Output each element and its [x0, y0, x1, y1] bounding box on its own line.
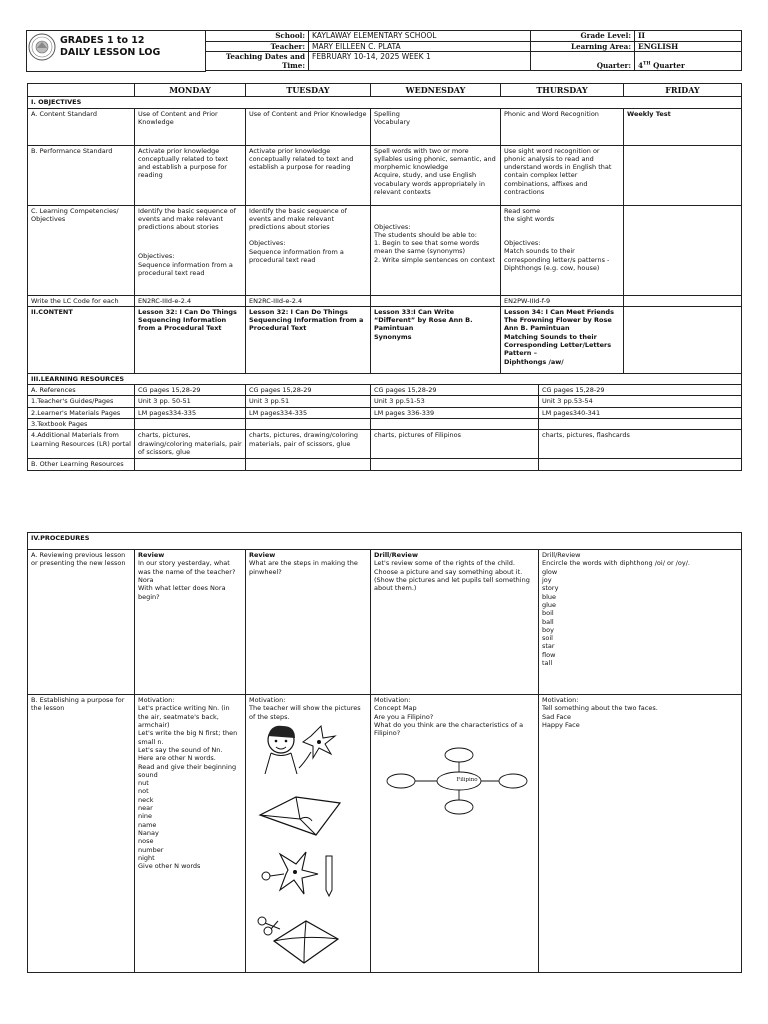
content-mon: Lesson 32: I Can Do Things Sequencing Information from a Procedural Text [135, 306, 246, 373]
additional-materials-label: 4.Additional Materials from Learning Resources (LR) portal [28, 430, 135, 459]
other-resources-label: B. Other Learning Resources [28, 459, 135, 470]
purpose-wed: Motivation: Concept Map Are you a Filipino? What do you think are the characteristics of a Filipino? Filipino [371, 695, 539, 973]
content-standard-thu: Phonic and Word Recognition [501, 108, 624, 145]
scissors-paper-illustration [254, 913, 344, 969]
title-box [26, 30, 206, 72]
content-standard-label: A. Content Standard [28, 108, 135, 145]
review-tue: Review What are the steps in making the pinwheel? [246, 550, 371, 695]
title-line-1: GRADES 1 to 12 [60, 35, 145, 46]
teachers-guide-mon: Unit 3 pp. 50-51 [135, 396, 246, 407]
content-thu: Lesson 34: I Can Meet Friends The Frowning Flower by Rose Ann B. Pamintuan Matching Sounds to their Corresponding Letter/Letters Pattern – Diphthongs /aw/ [501, 306, 624, 373]
performance-standard-wed: Spell words with two or more syllables using phonic, semantic, and morphemic knowledge Acquire, study, and use English vocabulary words appropriately in relevant contexts [371, 145, 501, 205]
content-label: II.CONTENT [28, 306, 135, 373]
teachers-guide-thu: Unit 3 pp.53-54 [539, 396, 742, 407]
quarter-label: Quarter: [531, 52, 635, 71]
purpose-thu: Motivation: Tell something about the two faces. Sad Face Happy Face [539, 695, 742, 973]
header-info-table [205, 30, 742, 71]
lc-code-label: Write the LC Code for each [28, 295, 135, 306]
teacher-label: Teacher: [206, 41, 309, 52]
lc-code-tue: EN2RC-IIId-e-2.4 [246, 295, 371, 306]
school-value: KAYLAWAY ELEMENTARY SCHOOL [309, 31, 531, 42]
review-label: A. Reviewing previous lesson or presenting the new lesson [28, 550, 135, 695]
day-monday: MONDAY [135, 84, 246, 97]
performance-standard-label: B. Performance Standard [28, 145, 135, 205]
lc-code-fri [624, 295, 742, 306]
lc-code-thu: EN2PW-IIId-f-9 [501, 295, 624, 306]
grade-level-label: Grade Level: [531, 31, 635, 42]
girl-pinwheel-illustration [251, 722, 347, 782]
procedures-heading: IV.PROCEDURES [28, 533, 742, 550]
teachers-guide-label: 1.Teacher's Guides/Pages [28, 396, 135, 407]
content-standard-wed: Spelling Vocabulary [371, 108, 501, 145]
competencies-wed: Objectives: The students should be able to: 1. Begin to see that some words mean the same (synonyms) 2. Write simple sentences on context [371, 205, 501, 295]
additional-materials-tue: charts, pictures, drawing/coloring materials, pair of scissors, glue [246, 430, 371, 459]
textbook-label: 3.Textbook Pages [28, 419, 135, 430]
purpose-mon: Motivation: Let's practice writing Nn. (in the air, seatmate's back, armchair) Let's write the big N first; then small n. Let's say the sound of Nn. Here are other N words. Read and give their beginning sound nut not neck near nine name Nanay nose number night Give other N words [135, 695, 246, 973]
references-thu: CG pages 15,28-29 [539, 385, 742, 396]
content-standard-fri: Weekly Test [624, 108, 742, 145]
additional-materials-thu: charts, pictures, flashcards [539, 430, 742, 459]
references-wed: CG pages 15,28-29 [371, 385, 539, 396]
references-tue: CG pages 15,28-29 [246, 385, 371, 396]
lc-code-wed [371, 295, 501, 306]
performance-standard-fri [624, 145, 742, 205]
dll-table-procedures [27, 532, 742, 973]
lc-code-mon: EN2RC-IIId-e-2.4 [135, 295, 246, 306]
pinwheel-pencil-illustration [258, 850, 338, 900]
objectives-heading: I. OBJECTIVES [28, 97, 742, 108]
grade-level-value: II [635, 31, 742, 42]
resources-heading: III.LEARNING RESOURCES [28, 373, 742, 384]
dates-value: FEBRUARY 10-14, 2025 WEEK 1 [309, 52, 531, 71]
folded-paper-illustration [256, 793, 346, 837]
teachers-guide-wed: Unit 3 pp.51-53 [371, 396, 539, 407]
content-fri [624, 306, 742, 373]
content-wed: Lesson 33:I Can Write “Different” by Rose Ann B. Pamintuan Synonyms [371, 306, 501, 373]
learners-materials-mon: LM pages334-335 [135, 407, 246, 418]
additional-materials-wed: charts, pictures of Filipinos [371, 430, 539, 459]
teacher-value: MARY EILLEEN C. PLATA [309, 41, 531, 52]
references-label: A. References [28, 385, 135, 396]
content-standard-mon: Use of Content and Prior Knowledge [135, 108, 246, 145]
competencies-label: C. Learning Competencies/ Objectives [28, 205, 135, 295]
day-thursday: THURSDAY [501, 84, 624, 97]
teachers-guide-tue: Unit 3 pp.51 [246, 396, 371, 407]
learners-materials-tue: LM pages334-335 [246, 407, 371, 418]
competencies-mon: Identify the basic sequence of events and make relevant predictions about stories Objectives: Sequence information from a procedural text read [135, 205, 246, 295]
competencies-tue: Identify the basic sequence of events and make relevant predictions about stories Objectives: Sequence information from a procedural text read [246, 205, 371, 295]
performance-standard-tue: Activate prior knowledge conceptually related to text and establish a purpose for reading [246, 145, 371, 205]
day-tuesday: TUESDAY [246, 84, 371, 97]
purpose-tue: Motivation: The teacher will show the pictures of the steps. [246, 695, 371, 973]
learners-materials-thu: LM pages340-341 [539, 407, 742, 418]
review-mon: Review In our story yesterday, what was the name of the teacher? Nora With what letter does Nora begin? [135, 550, 246, 695]
day-friday: FRIDAY [624, 84, 742, 97]
references-mon: CG pages 15,28-29 [135, 385, 246, 396]
learning-area-value: ENGLISH [635, 41, 742, 52]
performance-standard-mon: Activate prior knowledge conceptually related to text and establish a purpose for reading [135, 145, 246, 205]
competencies-fri [624, 205, 742, 295]
dates-label: Teaching Dates and Time: [206, 52, 309, 71]
learning-area-label: Learning Area: [531, 41, 635, 52]
concept-map-center-label: Filipino [456, 777, 478, 783]
additional-materials-mon: charts, pictures, drawing/coloring materials, pair of scissors, glue [135, 430, 246, 459]
performance-standard-thu: Use sight word recognition or phonic analysis to read and understand words in English that contain complex letter combinations, affixes and contractions [501, 145, 624, 205]
quarter-value: 4TH Quarter [635, 52, 742, 71]
title-line-2: DAILY LESSON LOG [60, 47, 161, 58]
day-wednesday: WEDNESDAY [371, 84, 501, 97]
learners-materials-wed: LM pages 336-339 [371, 407, 539, 418]
corner-cell [28, 84, 135, 97]
content-tue: Lesson 32: I Can Do Things Sequencing Information from a Procedural Text [246, 306, 371, 373]
purpose-label: B. Establishing a purpose for the lesson [28, 695, 135, 973]
school-label: School: [206, 31, 309, 42]
competencies-thu: Read some the sight words Objectives: Match sounds to their corresponding letter/s patterns - Diphthongs (e.g. cow, house) [501, 205, 624, 295]
review-thu: Drill/Review Encircle the words with diphthong /oi/ or /oy/. glow joy story blue glue boil ball boy soil star flow tall [539, 550, 742, 695]
content-standard-tue: Use of Content and Prior Knowledge [246, 108, 371, 145]
dll-table-top [27, 83, 742, 471]
review-wed: Drill/Review Let's review some of the rights of the child. Choose a picture and say something about it. (Show the pictures and let pupils tell something about them.) [371, 550, 539, 695]
learners-materials-label: 2.Learner's Materials Pages [28, 407, 135, 418]
